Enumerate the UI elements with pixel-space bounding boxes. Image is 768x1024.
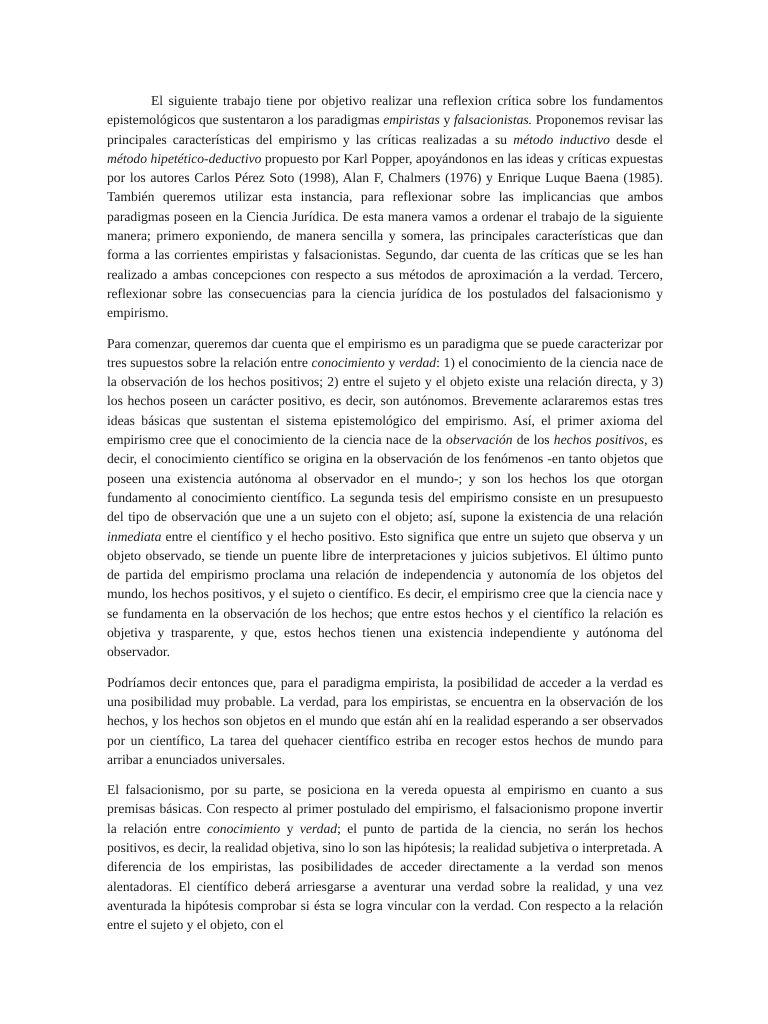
paragraph-falsificationism: [107, 780, 663, 934]
text-run-italic: verdad: [299, 820, 338, 836]
text-run: ; el punto de partida de la ciencia, no serán los hechos positivos, es decir, la realidad objetiva, sino lo son las hipótesis; la realidad subjetiva o interpretada. A diferencia de los empiristas, las posibilidades de acceder directamente a la verdad son menos alentadoras. El científico deberá arriesgarse a aventurar una verdad sobre la realidad, y una vez aventurada la hipótesis comprobar si ésta se logra vincular con la verdad. Con respecto a la relación entre el sujeto y el objeto, con el: [107, 820, 664, 933]
text-run-italic: empiristas: [383, 112, 440, 128]
text-run-italic: observación: [446, 432, 513, 448]
text-run-italic: conocimiento: [206, 820, 281, 836]
text-run: : 1) el conocimiento de la ciencia nace de la observación de los hechos positivos; 2) entre el sujeto y el objeto existe una relación directa, y 3) los hechos poseen un carácter positivo, es decir, son autónomos. Brevemente aclararemos estas tres ideas básicas que sustentan el sistema epistemológico del empirismo. Así, el primer axioma del empirismo cree que el conocimiento de la ciencia nace de la: [107, 354, 663, 448]
text-run: Podríamos decir entonces que, para el paradigma empirista, la posibilidad de acceder a la verdad es una posibilidad muy probable. La verdad, para los empiristas, se encuentra en la observación de los hechos, y los hechos son objetos en el mundo que están ahí en la realidad esperando a ser observados por un científico, La tarea del quehacer científico estriba en recoger estos hechos de mundo para arribar a enunciados universales.: [107, 674, 663, 767]
document-body: [107, 91, 663, 945]
text-run: Proponemos revisar las principales características del empirismo y las críticas realizadas a su: [107, 112, 664, 147]
text-run: y: [439, 112, 454, 128]
text-run-italic: falsacionistas.: [453, 112, 533, 128]
text-run-italic: inmediata: [107, 528, 162, 544]
text-run: El siguiente trabajo tiene por objetivo realizar una reflexion crítica sobre los fundamentos epistemológicos que sustentaron a los paradigmas: [107, 93, 663, 128]
text-run: entre el científico y el hecho positivo. Esto significa que entre un sujeto que observa y un objeto observado, se tiende un puente libre de interpretaciones y juicios subjetivos. El último punto de partida del empirismo proclama una relación de independencia y autonomía de los objetos del mundo, los hechos positivos, y el sujeto o científico. Es decir, el empirismo cree que la ciencia nace y se fundamenta en la observación de los hechos; que entre estos hechos y el científico la relación es objetiva y trasparente, y que, estos hechos tienen una existencia independiente y autónoma del observador.: [107, 528, 663, 660]
text-run: , es decir, el conocimiento científico se origina en la observación de los fenómenos -en tanto objetos que poseen una existencia autónoma al observador en el mundo-; y son los hechos los que otorgan fundamento al conocimiento científico. La segunda tesis del empirismo consiste en un presupuesto del tipo de observación que une a un sujeto con el objeto; así, supone la existencia de una relación: [107, 432, 663, 525]
text-run: El falsacionismo, por su parte, se posiciona en la vereda opuesta al empirismo en cuanto a sus premisas básicas. Con respecto al primer postulado del empirismo, el falsacionismo propone invertir la relación entre: [107, 782, 663, 836]
paragraph-empiricism: [107, 334, 663, 662]
text-run: y: [384, 354, 399, 370]
text-run: de los: [512, 432, 554, 448]
text-run-italic: método hipetético-deductivo: [107, 150, 262, 166]
text-run: propuesto por Karl Popper, apoyándonos en las ideas y críticas expuestas por los autores Carlos Pérez Soto (1998), Alan F, Chalmers (1976) y Enrique Luque Baena (1985). También queremos utilizar esta instancia, para reflexionar sobre las implicancias que ambos paradigmas poseen en la Ciencia Jurídica. De esta manera vamos a ordenar el trabajo de la siguiente manera; primero exponiendo, de manera sencilla y somera, las principales características que dan forma a las corrientes empiristas y falsacionistas. Segundo, dar cuenta de las críticas que se les han realizado a ambas concepciones con respecto a sus métodos de aproximación a la verdad. Tercero, reflexionar sobre las consecuencias para la ciencia jurídica de los postulados del falsacionismo y empirismo.: [107, 150, 664, 321]
text-run-italic: hechos positivos: [553, 432, 645, 448]
paragraph-intro: [107, 91, 663, 323]
text-run: y: [280, 820, 300, 836]
text-run-italic: verdad: [398, 354, 437, 370]
text-run-italic: método inductivo: [513, 131, 610, 147]
paragraph-truth-access: [107, 673, 663, 769]
text-run: Para comenzar, queremos dar cuenta que el empirismo es un paradigma que se puede caracterizar por tres supuestos sobre la relación entre: [107, 335, 663, 370]
text-run-italic: conocimiento: [311, 354, 385, 370]
text-run: desde el: [609, 131, 663, 147]
